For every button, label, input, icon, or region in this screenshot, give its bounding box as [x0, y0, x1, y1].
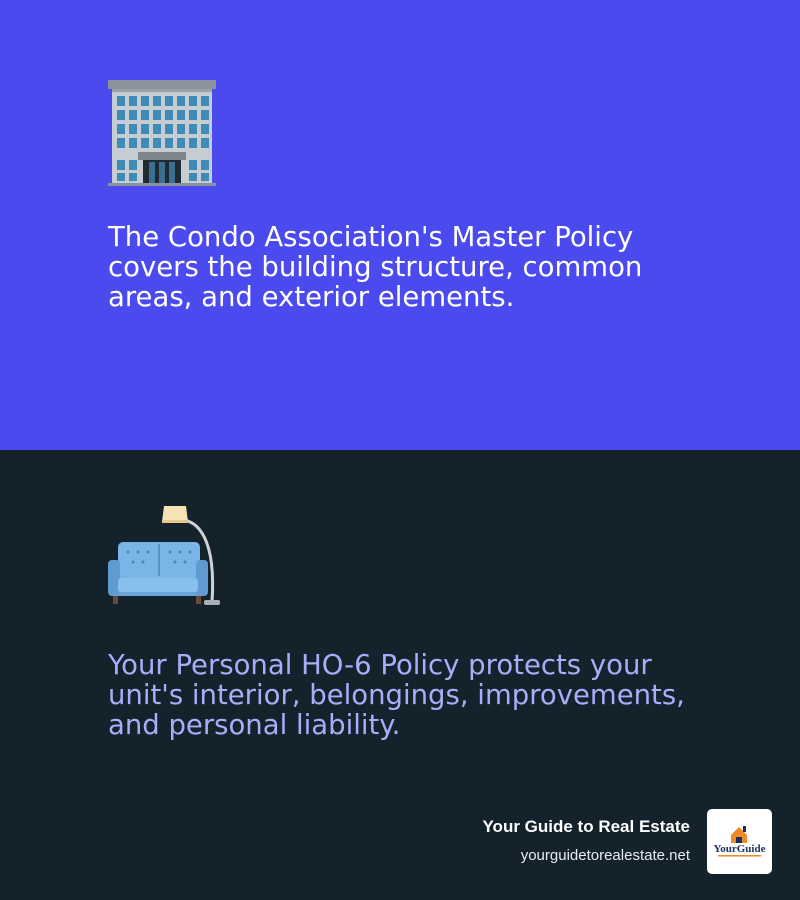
personal-policy-text: Your Personal HO-6 Policy protects your unit's interior, belongings, improvements, and personal liability.: [108, 649, 685, 741]
brand-url[interactable]: yourguidetorealestate.net: [520, 847, 690, 864]
office-building-icon: [108, 80, 216, 190]
your-guide-logo-icon: [707, 809, 772, 878]
brand-logo: [707, 809, 772, 874]
master-policy-text: The Condo Association's Master Policy covers the building structure, common areas, and exterior elements.: [108, 221, 643, 313]
couch-and-lamp-icon: [108, 502, 220, 610]
svg-text:YourGuide: YourGuide: [713, 843, 766, 855]
brand-name: Your Guide to Real Estate: [482, 817, 690, 836]
